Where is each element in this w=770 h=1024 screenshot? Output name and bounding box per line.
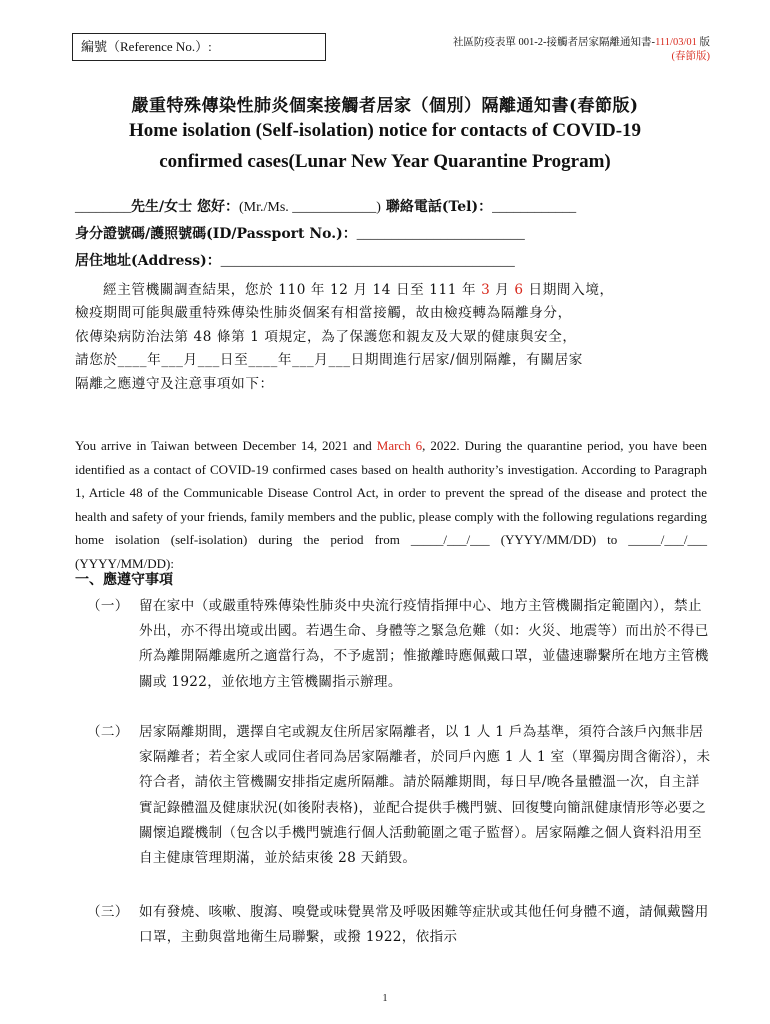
list-item [87, 900, 712, 950]
tel-label: 聯絡電話(Tel)： [380, 199, 493, 215]
en-intro-rest: , 2022. During the quarantine period, you have been identified as a contact of COVID-19 confirmed cases based on health authority’s investigation. According to Paragraph 1, Article 48 of the Communicable Disease Control Act, in order to prevent the spread of the disease and protect the health and safety of your friends, family members and the public, please comply with the following regulations regarding home isolation (self-isolation) during the period from _____/___/___ (YYYY/MM/DD) to _____/___/___ (YYYY/MM/DD): [75, 438, 707, 571]
title-english-line1: Home isolation (Self-isolation) notice for contacts of COVID-19 [128, 120, 642, 141]
form-id-text: 社區防疫表單 001-2-接觸者居家隔離通知書- [452, 37, 656, 48]
title-chinese: 嚴重特殊傳染性肺炎個案接觸者居家（個別）隔離通知書(春節版) [131, 96, 639, 116]
item-number: （三） [87, 904, 129, 920]
en-intro-date: March 6 [376, 438, 423, 453]
item-number: （一） [87, 598, 129, 614]
en-intro-start: You arrive in Taiwan between December 14, 2021 and [75, 438, 377, 453]
id-blank: ________________________ [356, 227, 525, 242]
greeting-label: 先生/女士 您好： [131, 199, 239, 215]
item-text: 如有發燒、咳嗽、腹瀉、嗅覺或味覺異常及呼吸困難等症狀或其他任何身體不適，請佩戴醫用口罩，主動與當地衛生局聯繫，或撥 1922，依指示 [139, 904, 709, 946]
zh-intro-day-unit: 日期間入境， [523, 282, 614, 298]
zh-intro-line4: 請您於____年___月___日至____年___月___日期間進行居家/個別隔離，有關居家 [75, 352, 583, 369]
item-text: 留在家中（或嚴重特殊傳染性肺炎中央流行疫情指揮中心、地方主管機關指定範圍內），禁止外出，亦不得出境或出國。若遇生命、身體等之緊急危難（如：火災、地震等）而出於不得已所為離開隔離處所之適當行為，不予處罰；惟撤離時應佩戴口罩，並儘速聯繫所在地方主管機關或 1922，並依地方主管機關指示辦理。 [139, 598, 709, 690]
address-blank: __________________________________________ [220, 254, 515, 269]
title-english-line2: confirmed cases(Lunar New Year Quarantine Program) [159, 151, 611, 172]
zh-intro-line2: 檢疫期間可能與嚴重特殊傳染性肺炎個案有相當接觸，故由檢疫轉為隔離身分， [75, 305, 572, 322]
address-label: 居住地址(Address)： [75, 253, 221, 269]
section-heading-obligations: 一、應遵守事項 [75, 572, 173, 588]
form-id-edition: (春節版) [671, 51, 710, 62]
chinese-intro-paragraph [75, 279, 705, 396]
zh-intro-line3: 依傳染病防治法第 48 條第 1 項規定，為了保護您和親友及大眾的健康與安全， [75, 328, 577, 345]
tel-blank: ____________ [492, 200, 577, 215]
zh-intro-month: 3 [481, 282, 491, 298]
id-label: 身分證號碼/護照號碼(ID/Passport No.)： [75, 226, 357, 242]
list-item [87, 594, 712, 695]
id-line [75, 223, 525, 243]
name-english: (Mr./Ms. ____________) [239, 200, 381, 215]
item-text: 居家隔離期間，選擇自宅或親友住所居家隔離者，以 1 人 1 戶為基準，須符合該戶內無非居家隔離者；若全家人或同住者同為居家隔離者，於同戶內應 1 人 1 室（單獨房間含衛浴），未符合者，請依主管機關安排指定處所隔離。請於隔離期間，每日早/晚各量體溫一次，自主詳實記錄體溫及健康狀況(如後附表格)，並配合提供手機門號、回復雙向簡訊健康情形等必要之關懷追蹤機制（包含以手機門號進行個人活動範圍之電子監督）。居家隔離之個人資料沿用至自主健康管理期滿，並於結束後 28 天銷毀。 [139, 724, 711, 867]
address-line [75, 250, 515, 270]
form-identifier [453, 36, 710, 64]
form-id-version: 版 [696, 37, 710, 48]
reference-number-box [72, 33, 326, 61]
zh-intro-month-unit: 月 [490, 282, 515, 298]
list-item [87, 720, 712, 871]
zh-intro-day: 6 [514, 282, 524, 298]
zh-intro-line5: 隔離之應遵守及注意事項如下： [75, 375, 274, 392]
reference-number-label: 編號（Reference No.）: [81, 39, 212, 54]
name-tel-line [75, 196, 576, 216]
zh-intro-line1: 經主管機關調查結果，您於 110 年 12 月 14 日至 111 年 [103, 282, 482, 298]
name-blank: ________ [75, 200, 131, 215]
page-number: 1 [382, 993, 388, 1004]
english-intro-paragraph [75, 434, 707, 576]
form-id-date: 111/03/01 [655, 37, 697, 48]
item-number: （二） [87, 724, 129, 740]
